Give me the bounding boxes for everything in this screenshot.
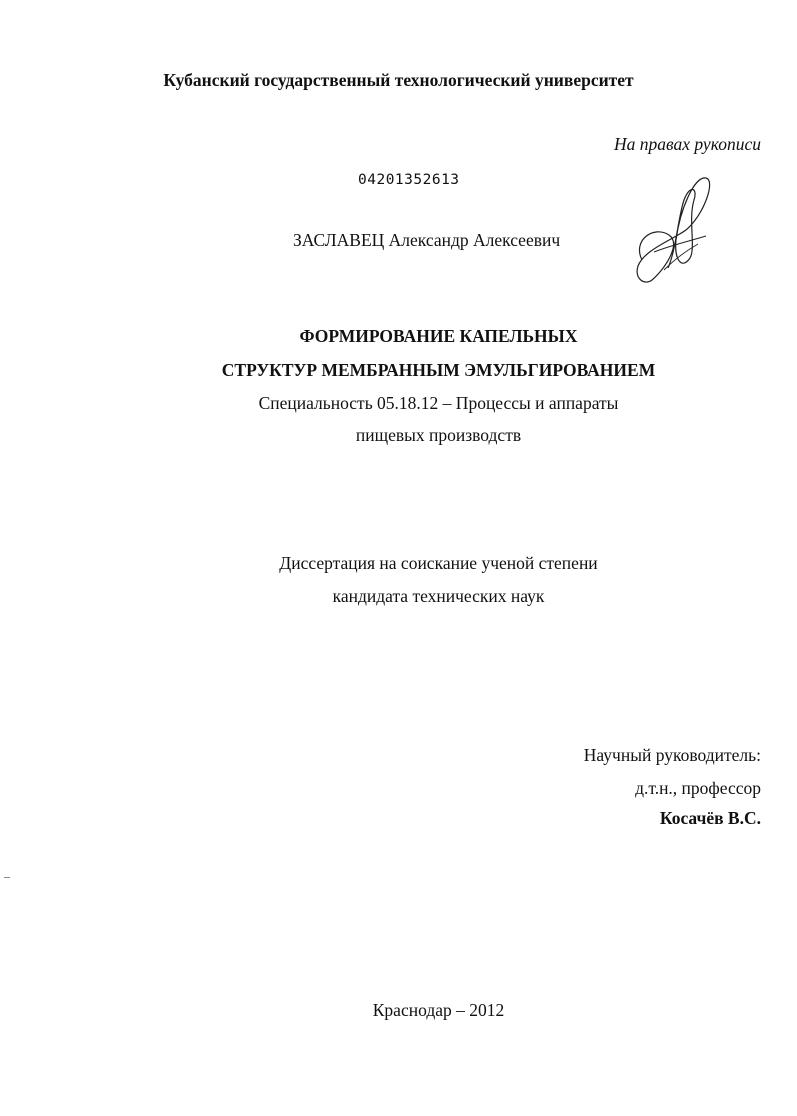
author-name: ЗАСЛАВЕЦ Александр Алексеевич [293,230,561,250]
archive-code: 04201352613 [358,172,460,188]
thesis-line-2: кандидата технических наук [332,586,545,606]
supervisor-label: Научный руководитель: [583,745,761,765]
university-name: Кубанский государственный технологический университет [163,70,634,90]
city-year: Краснодар – 2012 [372,1000,505,1020]
supervisor-degree: д.т.н., профессор [635,778,761,798]
rights-note: На правах рукописи [614,134,761,154]
signature-drawing [624,170,724,290]
title-line-2: СТРУКТУР МЕМБРАННЫМ ЭМУЛЬГИРОВАНИЕМ [221,360,656,380]
thesis-line-1: Диссертация на соискание ученой степени [279,553,598,573]
title-line-1: ФОРМИРОВАНИЕ КАПЕЛЬНЫХ [299,326,578,346]
supervisor-name: Косачёв В.С. [659,808,761,828]
specialty-line-2: пищевых производств [355,425,522,445]
margin-mark [4,877,10,878]
specialty-line-1: Специальность 05.18.12 – Процессы и аппараты [258,393,619,413]
